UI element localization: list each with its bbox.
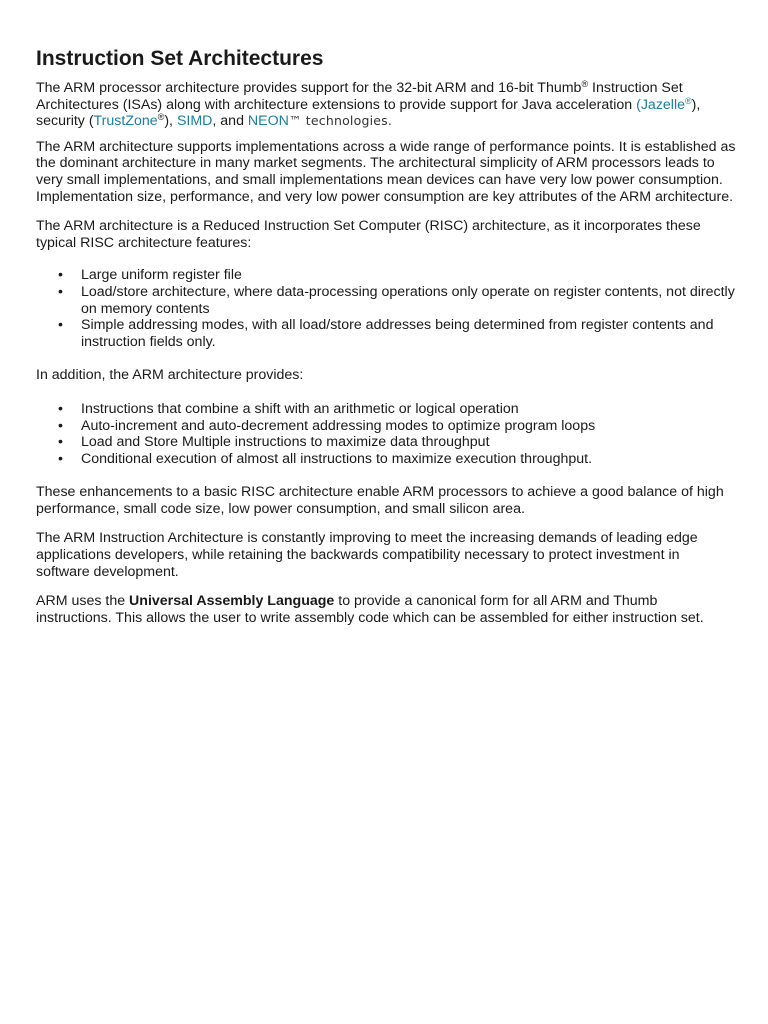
registered-mark: ®	[685, 95, 692, 106]
list-item: • Conditional execution of almost all instructions to maximize execution throughput.	[58, 450, 593, 467]
improvement-paragraph: The ARM Instruction Architecture is constantly improving to meet the increasing demands of leading edge applications developers, while retaining the backwards compatibility necessary to protect investment in software development.	[36, 530, 698, 580]
bullet-icon: •	[58, 283, 63, 300]
neon-link[interactable]: NEON	[247, 113, 289, 130]
list-item: • Load/store architecture, where data-processing operations only operate on register contents, not directly on memory contents	[58, 283, 735, 317]
list-item: • Large uniform register file	[58, 267, 242, 284]
bullet-icon: •	[58, 267, 63, 284]
jazelle-link[interactable]: (Jazelle	[636, 96, 685, 113]
list-item: • Simple addressing modes, with all load/store addresses being determined from register contents and instruction fields only.	[58, 317, 714, 350]
intro-text-1: The ARM processor architecture provides support for the 32-bit ARM and 16-bit Thumb	[36, 80, 582, 96]
intro-text-5: , and	[212, 113, 248, 130]
risc-paragraph: The ARM architecture is a Reduced Instruction Set Computer (RISC) architecture, as it incorporates these typical RISC architecture features:	[36, 218, 701, 251]
intro-text-4: ),	[164, 113, 177, 130]
bullet-icon: •	[58, 450, 63, 467]
bullet-icon: •	[58, 317, 63, 334]
bullet-icon: •	[58, 434, 63, 451]
neon-technologies-text: ™ technologies.	[288, 113, 393, 129]
document-body	[36, 46, 736, 639]
bullet-icon: •	[58, 417, 63, 434]
registered-mark: ®	[157, 112, 165, 123]
intro-text-2: Instruction Set Architectures (ISAs) along with architecture extensions to provide support for Java acceleration	[36, 80, 683, 113]
list-item: • Load and Store Multiple instructions to maximize data throughput	[58, 434, 490, 451]
list-item: • Auto-increment and auto-decrement addressing modes to optimize program loops	[58, 417, 596, 434]
provides-list	[36, 401, 736, 467]
bullet-icon: •	[58, 400, 63, 417]
registered-mark: ®	[581, 79, 589, 89]
list-item: • Instructions that combine a shift with an arithmetic or logical operation	[58, 400, 519, 417]
trustzone-link[interactable]: TrustZone	[93, 113, 158, 130]
simd-link[interactable]: SIMD	[176, 113, 213, 130]
universal-assembly-language-term: Universal Assembly Language	[129, 593, 335, 610]
provides-paragraph: In addition, the ARM architecture provides:	[36, 367, 304, 384]
page-title: Instruction Set Architectures	[36, 47, 324, 70]
assembly-language-paragraph: ARM uses the Universal Assembly Language to provide a canonical form for all ARM and Thumb instructions. This allows the user to write assembly code which can be assembled for either instruction set.	[36, 593, 704, 626]
performance-paragraph: The ARM architecture supports implementations across a wide range of performance points. It is established as the dominant architecture in many market segments. The architectural simplicity of ARM processors leads to very small implementations, and small implementations mean devices can have very low power consumption. Implementation size, performance, and very low power consumption are key attributes of the ARM architecture.	[36, 138, 736, 205]
intro-text-3: ), security (	[36, 96, 701, 130]
intro-paragraph	[36, 80, 736, 130]
enhancements-paragraph: These enhancements to a basic RISC architecture enable ARM processors to achieve a good balance of high performance, small code size, low power consumption, and small silicon area.	[36, 484, 724, 517]
risc-features-list	[36, 267, 736, 350]
